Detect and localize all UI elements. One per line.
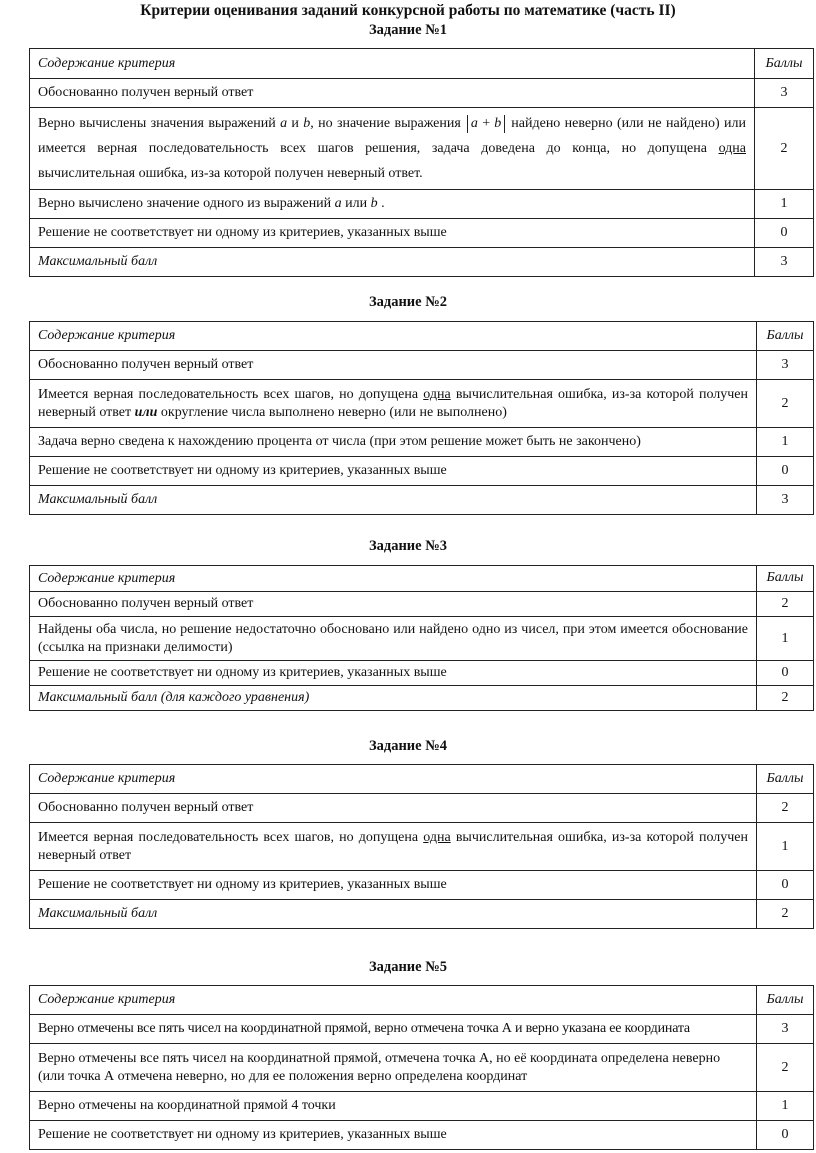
criterion-text (30, 190, 755, 219)
text-segment: найдено неверно (или не найдено) или имеется верная последовательность всех шагов решения, задача доведена до конца, но допущена (38, 116, 747, 156)
text-segment: округление числа выполнено неверно (или не выполнено) (157, 404, 507, 420)
max-score-label: Максимальный балл (30, 248, 755, 277)
text-segment: Имеется верная последовательность всех шагов, но допущена (38, 829, 424, 845)
underlined-word: одна (423, 386, 451, 402)
text-segment: Верно вычислено значение одного из выражений (38, 196, 335, 211)
variable-a: a (334, 196, 342, 211)
variable-b: b (370, 196, 378, 211)
underlined-word: одна (423, 829, 451, 845)
criterion-points: 3 (757, 351, 814, 380)
criterion-points: 0 (757, 1121, 814, 1150)
max-score-value: 2 (757, 686, 814, 711)
criterion-text: Задача верно сведена к нахождению процента от числа (при этом решение может быть не закончено) (30, 428, 757, 457)
criteria-header: Содержание критерия (30, 986, 757, 1015)
table-header-row (30, 986, 814, 1015)
criterion-text: Решение не соответствует ни одному из критериев, указанных выше (30, 457, 757, 486)
max-score-label: Максимальный балл (30, 900, 757, 929)
criterion-points: 0 (757, 871, 814, 900)
criterion-text: Обоснованно получен верный ответ (30, 794, 757, 823)
text-segment: вычислительная ошибка, из-за которой получен неверный ответ (38, 829, 748, 863)
table-header-row (30, 765, 814, 794)
criterion-points: 3 (755, 79, 814, 108)
table-row (30, 380, 814, 428)
table-row (30, 823, 814, 871)
criterion-points: 1 (757, 428, 814, 457)
variable-b: b (303, 116, 311, 131)
criteria-header: Содержание критерия (30, 765, 757, 794)
table-row (30, 592, 814, 617)
criterion-points: 1 (757, 617, 814, 661)
task1-table (29, 48, 814, 277)
criterion-points: 1 (757, 823, 814, 871)
text-segment: , но значение выражения (310, 116, 461, 131)
max-score-label: Максимальный балл (для каждого уравнения) (30, 686, 757, 711)
criterion-points: 0 (757, 457, 814, 486)
criterion-text: Решение не соответствует ни одному из критериев, указанных выше (30, 661, 757, 686)
table-row (30, 871, 814, 900)
criterion-points: 2 (757, 592, 814, 617)
task2-table (29, 321, 814, 515)
max-score-value: 3 (755, 248, 814, 277)
criterion-points: 1 (755, 190, 814, 219)
criterion-text (30, 380, 757, 428)
task3-table (29, 565, 814, 711)
points-header: Баллы (757, 765, 814, 794)
abs-expression: a + b (467, 115, 505, 133)
table-row (30, 661, 814, 686)
task2-title: Задание №2 (368, 294, 448, 310)
criterion-points: 2 (757, 1044, 814, 1092)
points-header: Баллы (757, 322, 814, 351)
criterion-text: Найдены оба числа, но решение недостаточно обосновано или найдено одно из чисел, при этом имеется обоснование (ссылка на признаки делимости) (30, 617, 757, 661)
criterion-points: 3 (757, 1015, 814, 1044)
text-segment: . (377, 196, 385, 211)
table-row (30, 794, 814, 823)
text-segment: Верно вычислены значения выражений (38, 116, 281, 131)
table-header-row (30, 49, 814, 79)
table-row (30, 108, 814, 190)
criterion-text: Верно отмечены все пять чисел на координатной прямой, отмечена точка А, но её координата определена неверно (или точка А отмечена неверно, но для ее положения верно определена координат (30, 1044, 757, 1092)
task4-title: Задание №4 (368, 738, 448, 754)
criterion-text (30, 108, 755, 190)
table-header-row (30, 566, 814, 592)
table-row (30, 457, 814, 486)
criteria-header: Содержание критерия (30, 322, 757, 351)
table-row (30, 1015, 814, 1044)
criterion-text: Верно отмечены на координатной прямой 4 точки (30, 1092, 757, 1121)
underlined-word: одна (718, 141, 746, 156)
table-row (30, 190, 814, 219)
table-header-row (30, 322, 814, 351)
criteria-header: Содержание критерия (30, 49, 755, 79)
table-row (30, 219, 814, 248)
task3-title: Задание №3 (368, 538, 448, 554)
text-segment: Имеется верная последовательность всех шагов, но допущена (38, 386, 424, 402)
table-row (30, 1121, 814, 1150)
criterion-text: Обоснованно получен верный ответ (30, 592, 757, 617)
max-score-row (30, 686, 814, 711)
points-header: Баллы (755, 49, 814, 79)
criterion-text (30, 823, 757, 871)
task5-table (29, 985, 814, 1150)
table-row (30, 1092, 814, 1121)
table-row (30, 617, 814, 661)
table-row (30, 1044, 814, 1092)
task1-title: Задание №1 (368, 22, 448, 38)
max-score-row (30, 248, 814, 277)
emphasis-word: или (134, 404, 158, 420)
max-score-value: 2 (757, 900, 814, 929)
page-title: Критерии оценивания заданий конкурсной работы по математике (часть II) (140, 2, 676, 19)
criterion-points: 2 (757, 794, 814, 823)
points-header: Баллы (757, 986, 814, 1015)
criterion-points: 2 (755, 108, 814, 190)
criterion-points: 0 (757, 661, 814, 686)
max-score-row (30, 900, 814, 929)
table-row (30, 79, 814, 108)
criterion-text: Решение не соответствует ни одному из критериев, указанных выше (30, 1121, 757, 1150)
max-score-value: 3 (757, 486, 814, 515)
max-score-label: Максимальный балл (30, 486, 757, 515)
table-row (30, 351, 814, 380)
criterion-text: Решение не соответствует ни одному из критериев, указанных выше (30, 871, 757, 900)
max-score-row (30, 486, 814, 515)
table-row (30, 428, 814, 457)
text-segment: вычислительная ошибка, из-за которой получен неверный ответ. (38, 166, 423, 181)
text-segment: или (341, 196, 371, 211)
criterion-points: 1 (757, 1092, 814, 1121)
criteria-header: Содержание критерия (30, 566, 757, 592)
criterion-text: Верно отмечены все пять чисел на координатной прямой, верно отмечена точка А и верно указана ее координата (30, 1015, 757, 1044)
text-segment: вычислительная ошибка, из-за которой получен неверный ответ (38, 386, 748, 420)
criterion-points: 0 (755, 219, 814, 248)
points-header: Баллы (757, 566, 814, 592)
task5-title: Задание №5 (368, 959, 448, 975)
criterion-points: 2 (757, 380, 814, 428)
criterion-text: Обоснованно получен верный ответ (30, 351, 757, 380)
criterion-text: Решение не соответствует ни одному из критериев, указанных выше (30, 219, 755, 248)
variable-a: a (280, 116, 288, 131)
task4-table (29, 764, 814, 929)
criterion-text: Обоснованно получен верный ответ (30, 79, 755, 108)
text-segment: и (287, 116, 304, 131)
